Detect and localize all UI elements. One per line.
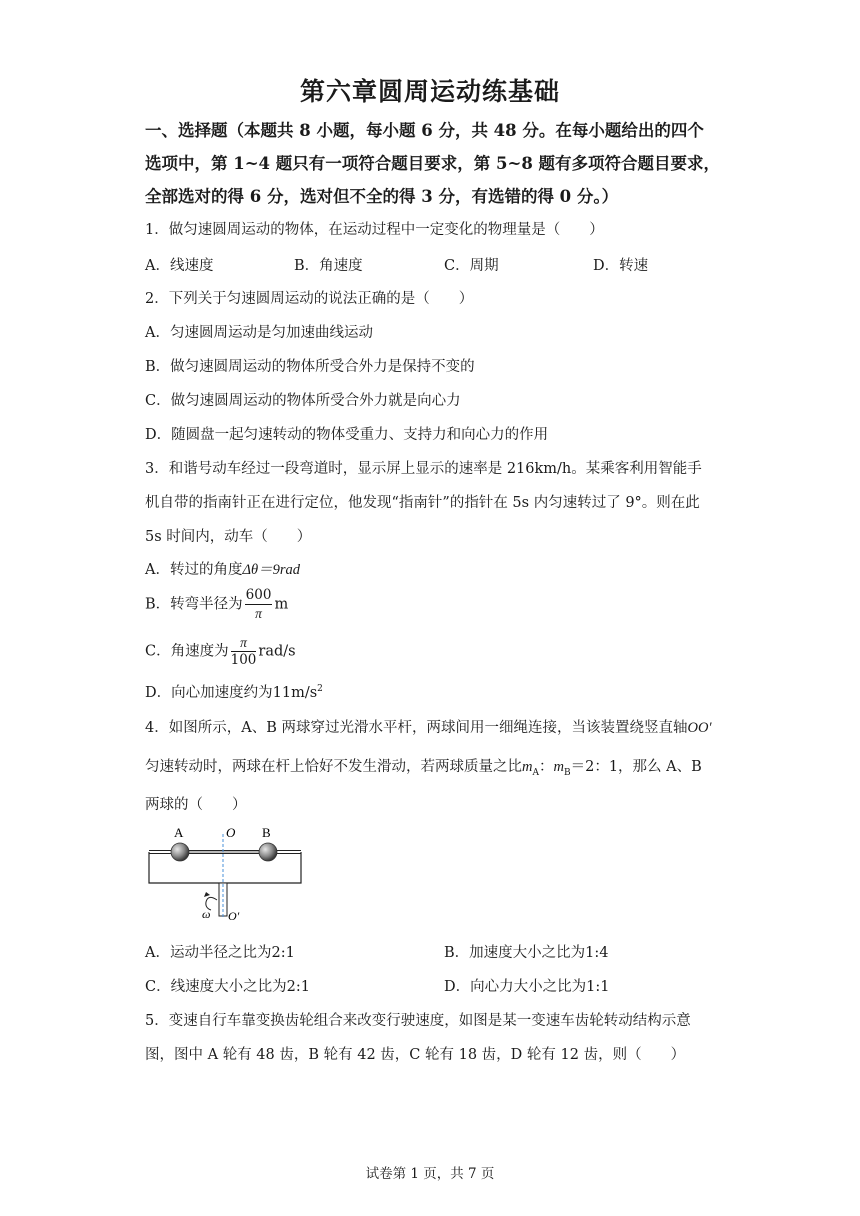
label-ball-a: A: [174, 825, 184, 840]
q3-option-b-denominator: π: [255, 606, 262, 621]
q3-option-b: [145, 587, 288, 622]
q4-stem-line-3: 两球的（ ）: [145, 797, 247, 813]
q2-option-a: A．匀速圆周运动是匀加速曲线运动: [145, 325, 373, 341]
q3-stem-line-3: 5s 时间内，动车（ ）: [145, 529, 312, 545]
ball-a: [171, 843, 189, 861]
q3-option-c: [145, 634, 296, 669]
q3-option-d: [145, 681, 323, 702]
q3-option-c-numerator: π: [231, 634, 257, 652]
q4-rotating-rod-figure: [140, 822, 310, 924]
q3-option-d-label: D．向心加速度约为: [145, 685, 273, 701]
q3-stem-line-2: 机自带的指南针正在进行定位，他发现“指南针”的指针在 5s 内匀速转过了 9°。则在此: [145, 495, 700, 511]
q3-option-b-numerator: 600: [245, 587, 272, 603]
q1-option-b: B．角速度: [294, 258, 363, 274]
q2-option-d: D．随圆盘一起匀速转动的物体受重力、支持力和向心力的作用: [145, 427, 549, 443]
frame-outline: [149, 852, 301, 883]
q3-option-c-denominator: 100: [230, 652, 257, 668]
q5-stem-line-1: 5．变速自行车靠变换齿轮组合来改变行驶速度，如图是某一变速车齿轮转动结构示意: [145, 1013, 691, 1029]
label-axis-o-prime: O′: [228, 909, 240, 923]
q3-option-a: [145, 558, 300, 579]
section-instructions: [145, 114, 723, 213]
q4-stem-line-2: [145, 755, 725, 778]
section-line-3: 全部选对的得 6 分，选对但不全的得 3 分，有选错的得 0 分。）: [145, 187, 619, 206]
q3-option-c-label: C．角速度为: [145, 643, 229, 660]
q4-mass-b-symbol: m: [553, 759, 564, 775]
q4-option-b: B．加速度大小之比为1:4: [444, 945, 609, 961]
q3-stem-line-1: 3．和谐号动车经过一段弯道时，显示屏上显示的速率是 216km/h。某乘客利用智能手: [145, 461, 702, 477]
q4-mass-ratio: ＝2：1: [570, 759, 619, 775]
q1-stem: 1．做匀速圆周运动的物体，在运动过程中一定变化的物理量是（ ）: [145, 222, 604, 238]
q3-option-a-math: Δθ＝9rad: [242, 562, 301, 578]
q2-option-b: B．做匀速圆周运动的物体所受合外力是保持不变的: [145, 359, 475, 375]
q4-stem-line-2-suffix: ，那么 A、B: [618, 759, 702, 775]
q4-colon: ：: [538, 759, 554, 775]
q3-option-b-fraction: [245, 587, 273, 622]
q2-option-c: C．做匀速圆周运动的物体所受合外力就是向心力: [145, 393, 461, 409]
q4-mass-b-subscript: B: [563, 767, 571, 778]
q4-mass-a-subscript: A: [532, 767, 539, 778]
q5-stem-line-2: 图，图中 A 轮有 48 齿，B 轮有 42 齿，C 轮有 18 齿，D 轮有 12 齿，则（ ）: [145, 1047, 686, 1063]
q1-option-c: C．周期: [444, 258, 499, 274]
label-axis-o: O: [226, 825, 236, 840]
label-ball-b: B: [262, 825, 271, 840]
ball-b: [259, 843, 277, 861]
q3-option-b-unit: m: [274, 596, 289, 613]
q3-option-d-superscript: 2: [317, 684, 323, 695]
q3-option-c-fraction: [231, 634, 257, 669]
q3-option-a-label: A．转过的角度: [145, 562, 243, 578]
q3-option-c-unit: rad/s: [258, 643, 296, 660]
page-title: 第六章圆周运动练基础: [299, 77, 560, 106]
page-footer: 试卷第 1 页，共 7 页: [365, 1166, 495, 1182]
q4-mass-a-symbol: m: [522, 759, 533, 775]
q4-option-a: A．运动半径之比为2:1: [145, 945, 295, 961]
q4-option-d: D．向心力大小之比为1:1: [444, 979, 610, 995]
q3-option-d-value: 11m/s: [272, 685, 318, 701]
q4-stem-line-2-text: 匀速转动时，两球在杆上恰好不发生滑动，若两球质量之比: [145, 759, 522, 775]
section-line-1: 一、选择题（本题共 8 小题，每小题 6 分，共 48 分。在每小题给出的四个: [145, 121, 704, 140]
q2-stem: 2．下列关于匀速圆周运动的说法正确的是（ ）: [145, 291, 474, 307]
rotation-arrowhead: [204, 892, 210, 897]
q3-option-b-label: B．转弯半径为: [145, 596, 243, 613]
section-line-2: 选项中，第 1~4 题只有一项符合题目要求，第 5~8 题有多项符合题目要求，: [145, 154, 721, 173]
q4-axis-symbol: OO′: [687, 720, 712, 736]
q4-stem-line-1: [145, 716, 725, 737]
q1-option-d: D．转速: [593, 258, 649, 274]
label-omega: ω: [202, 907, 211, 921]
q4-stem-line-1-text: 4．如图所示，A、B 两球穿过光滑水平杆，两球间用一细绳连接，当该装置绕竖直轴: [145, 720, 688, 736]
q1-option-a: A．线速度: [145, 258, 214, 274]
q4-option-c: C．线速度大小之比为2:1: [145, 979, 310, 995]
